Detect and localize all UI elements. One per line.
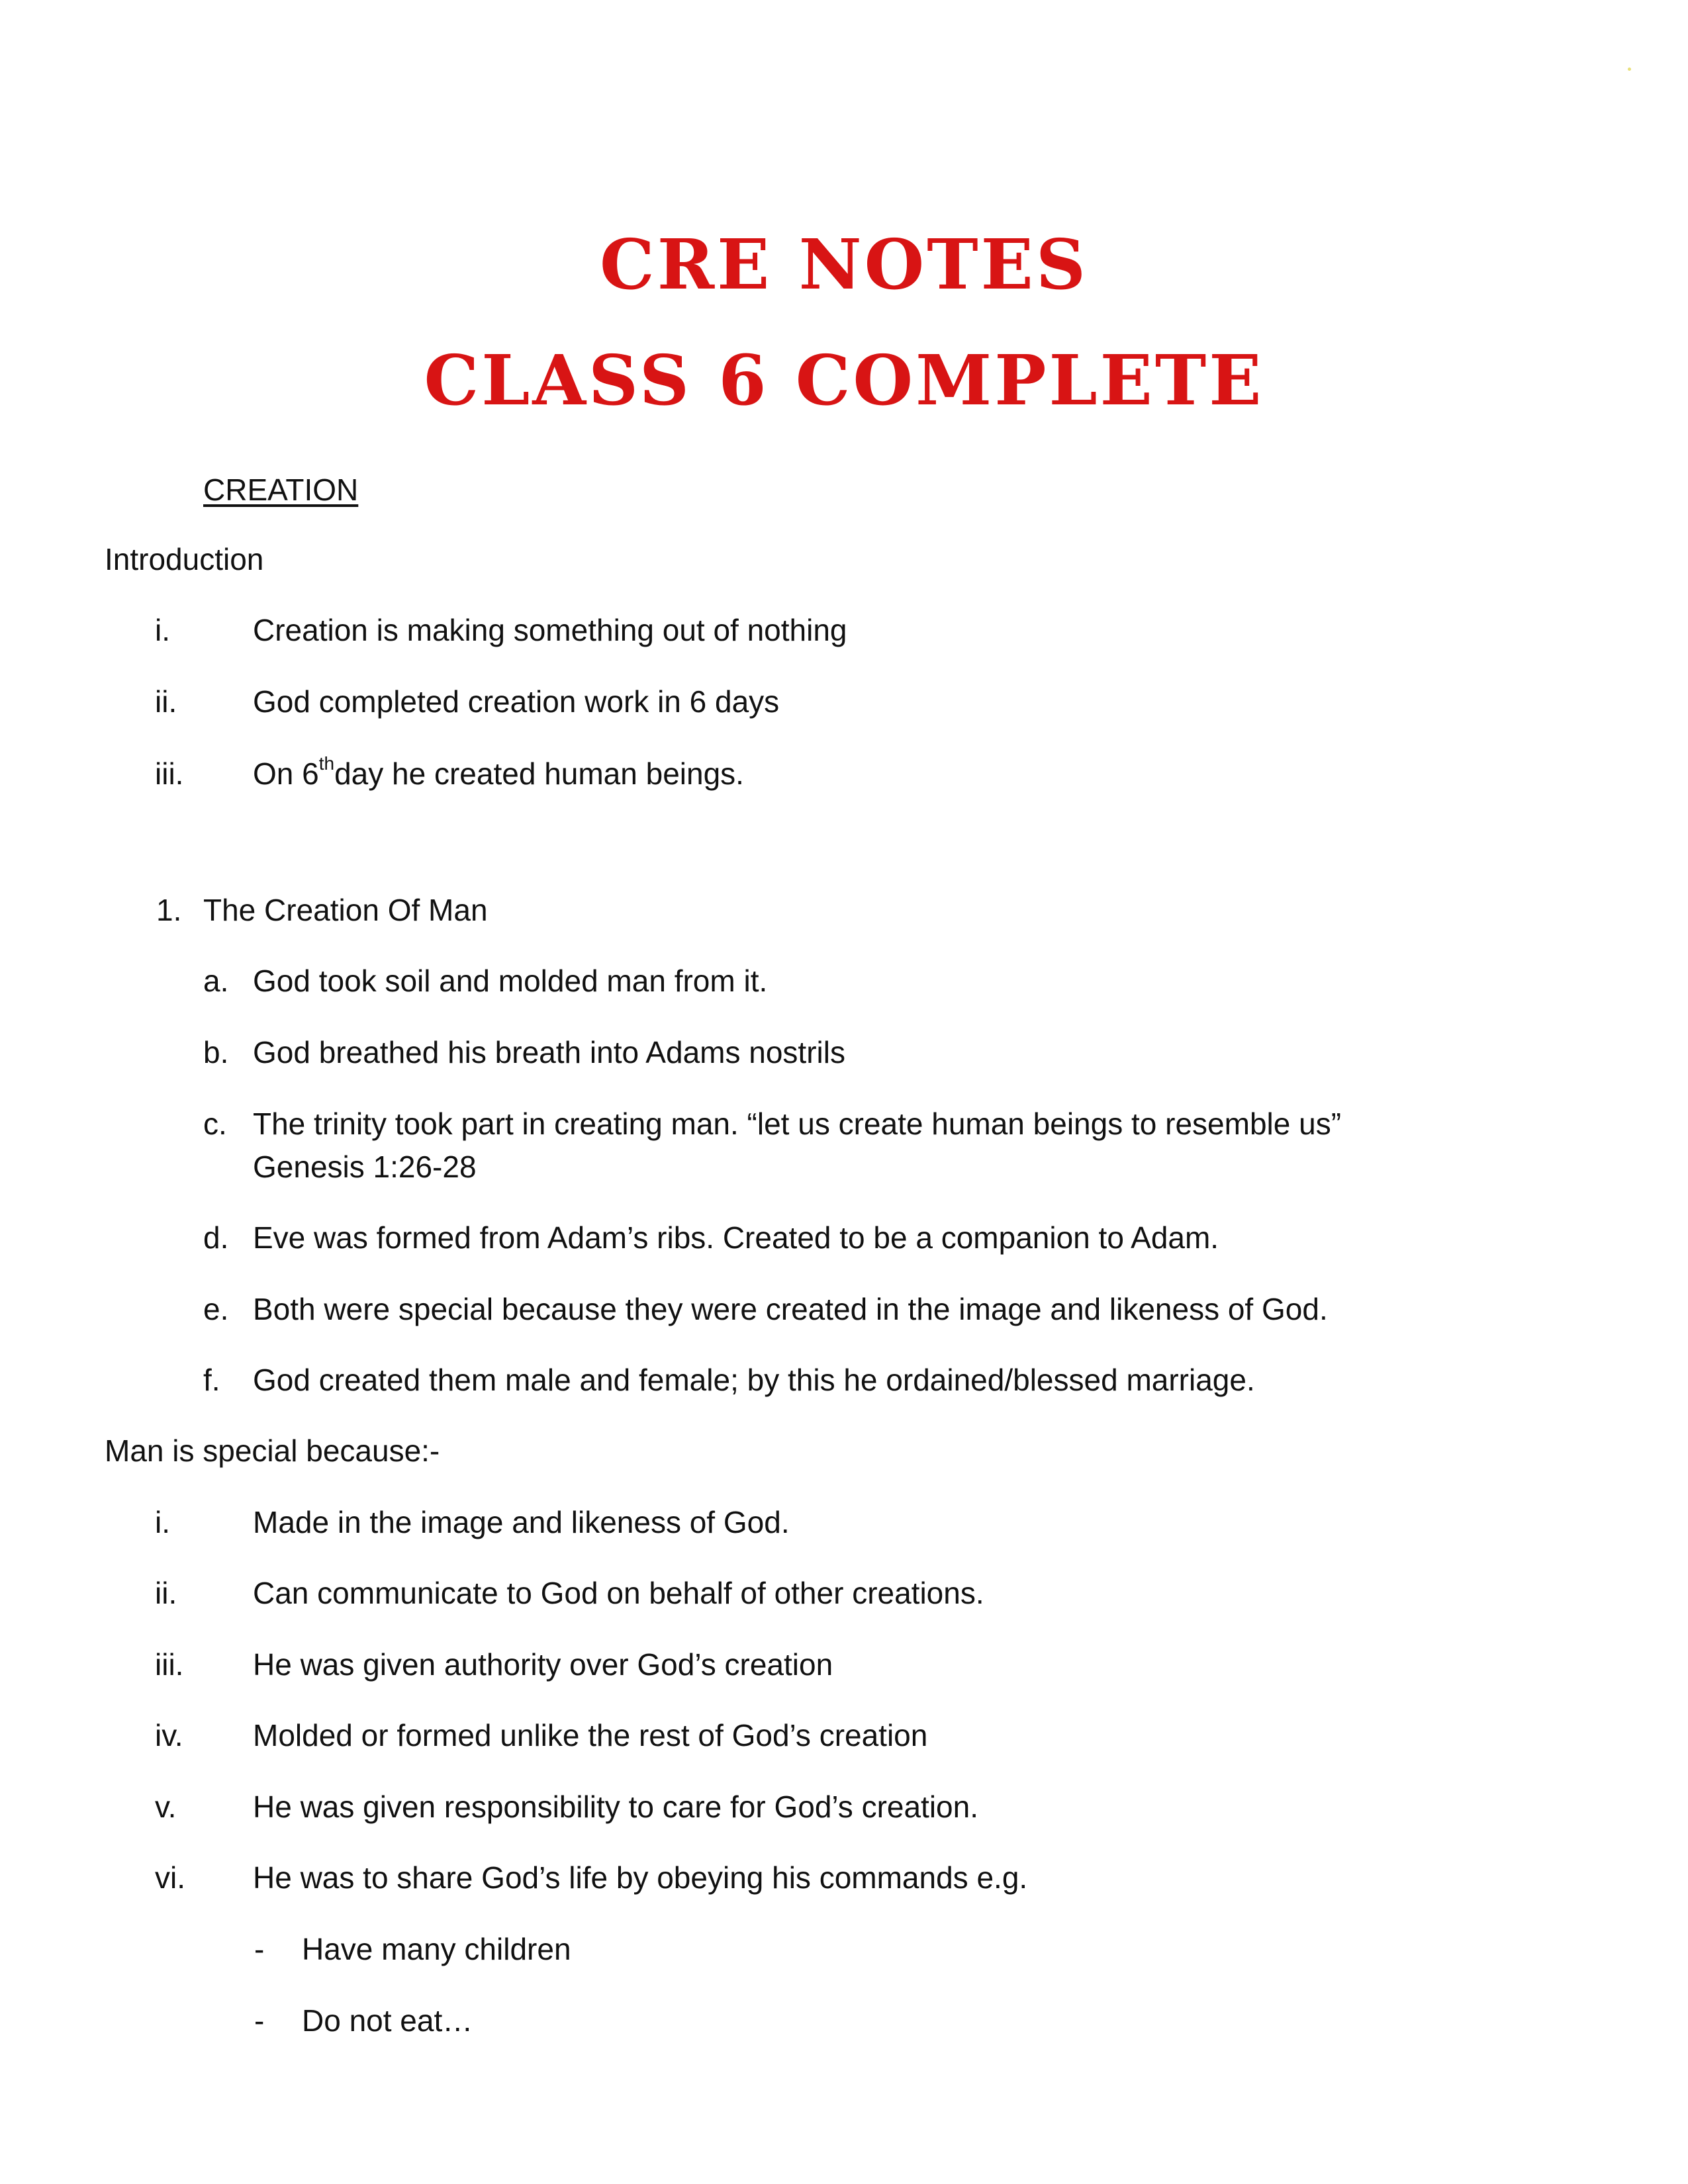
list-text: He was given authority over God’s creation <box>253 1647 833 1682</box>
dash-marker: - <box>254 1932 265 1966</box>
list-marker: f. <box>203 1363 220 1397</box>
list-marker: v. <box>155 1790 177 1824</box>
list-text: Eve was formed from Adam’s ribs. Created to be a companion to Adam. <box>253 1220 1219 1255</box>
list-marker: iii. <box>155 756 184 791</box>
list-marker: iv. <box>155 1718 183 1752</box>
list-marker: e. <box>203 1292 229 1326</box>
list-text: The trinity took part in creating man. “let us create human beings to resemble us” <box>253 1107 1342 1141</box>
list-text-part: On 6 <box>253 756 319 791</box>
list-text: He was given responsibility to care for God’s creation. <box>253 1790 979 1824</box>
list-text: He was to share God’s life by obeying his commands e.g. <box>253 1860 1028 1895</box>
list-text: God completed creation work in 6 days <box>253 684 780 719</box>
list-text: Can communicate to God on behalf of other creations. <box>253 1576 984 1610</box>
list-text-part: day he created human beings. <box>334 756 744 791</box>
list-marker: ii. <box>155 1576 177 1610</box>
list-text: Both were special because they were created in the image and likeness of God. <box>253 1292 1328 1326</box>
list-marker: i. <box>155 1505 170 1539</box>
list-marker: c. <box>203 1107 227 1141</box>
list-text: Have many children <box>302 1932 571 1966</box>
superscript: th <box>318 753 335 774</box>
list-text: God took soil and molded man from it. <box>253 964 768 998</box>
list-marker: iii. <box>155 1647 184 1682</box>
list-marker: b. <box>203 1035 229 1069</box>
section-number: 1. <box>156 893 182 927</box>
subsection-heading: Man is special because:- <box>105 1433 440 1468</box>
list-text <box>253 753 744 791</box>
list-marker: vi. <box>155 1860 185 1895</box>
document-title: CRE NOTES <box>599 224 1089 305</box>
list-text: Creation is making something out of nothing <box>253 613 847 647</box>
list-marker: d. <box>203 1220 229 1255</box>
list-text: God breathed his breath into Adams nostrils <box>253 1035 845 1069</box>
corner-dot <box>1628 68 1631 71</box>
subsection-heading: The Creation Of Man <box>203 893 488 927</box>
dash-marker: - <box>254 2003 265 2038</box>
list-text: Molded or formed unlike the rest of God’s creation <box>253 1718 928 1752</box>
section-heading: CREATION <box>203 473 359 507</box>
list-marker: a. <box>203 964 229 998</box>
intro-label: Introduction <box>105 542 264 576</box>
list-marker: i. <box>155 613 170 647</box>
list-text: God created them male and female; by this he ordained/blessed marriage. <box>253 1363 1255 1397</box>
list-text-continuation: Genesis 1:26-28 <box>253 1150 477 1184</box>
document-subtitle: CLASS 6 COMPLETE <box>424 340 1264 421</box>
list-text: Do not eat… <box>302 2003 473 2038</box>
list-text: Made in the image and likeness of God. <box>253 1505 790 1539</box>
list-marker: ii. <box>155 684 177 719</box>
